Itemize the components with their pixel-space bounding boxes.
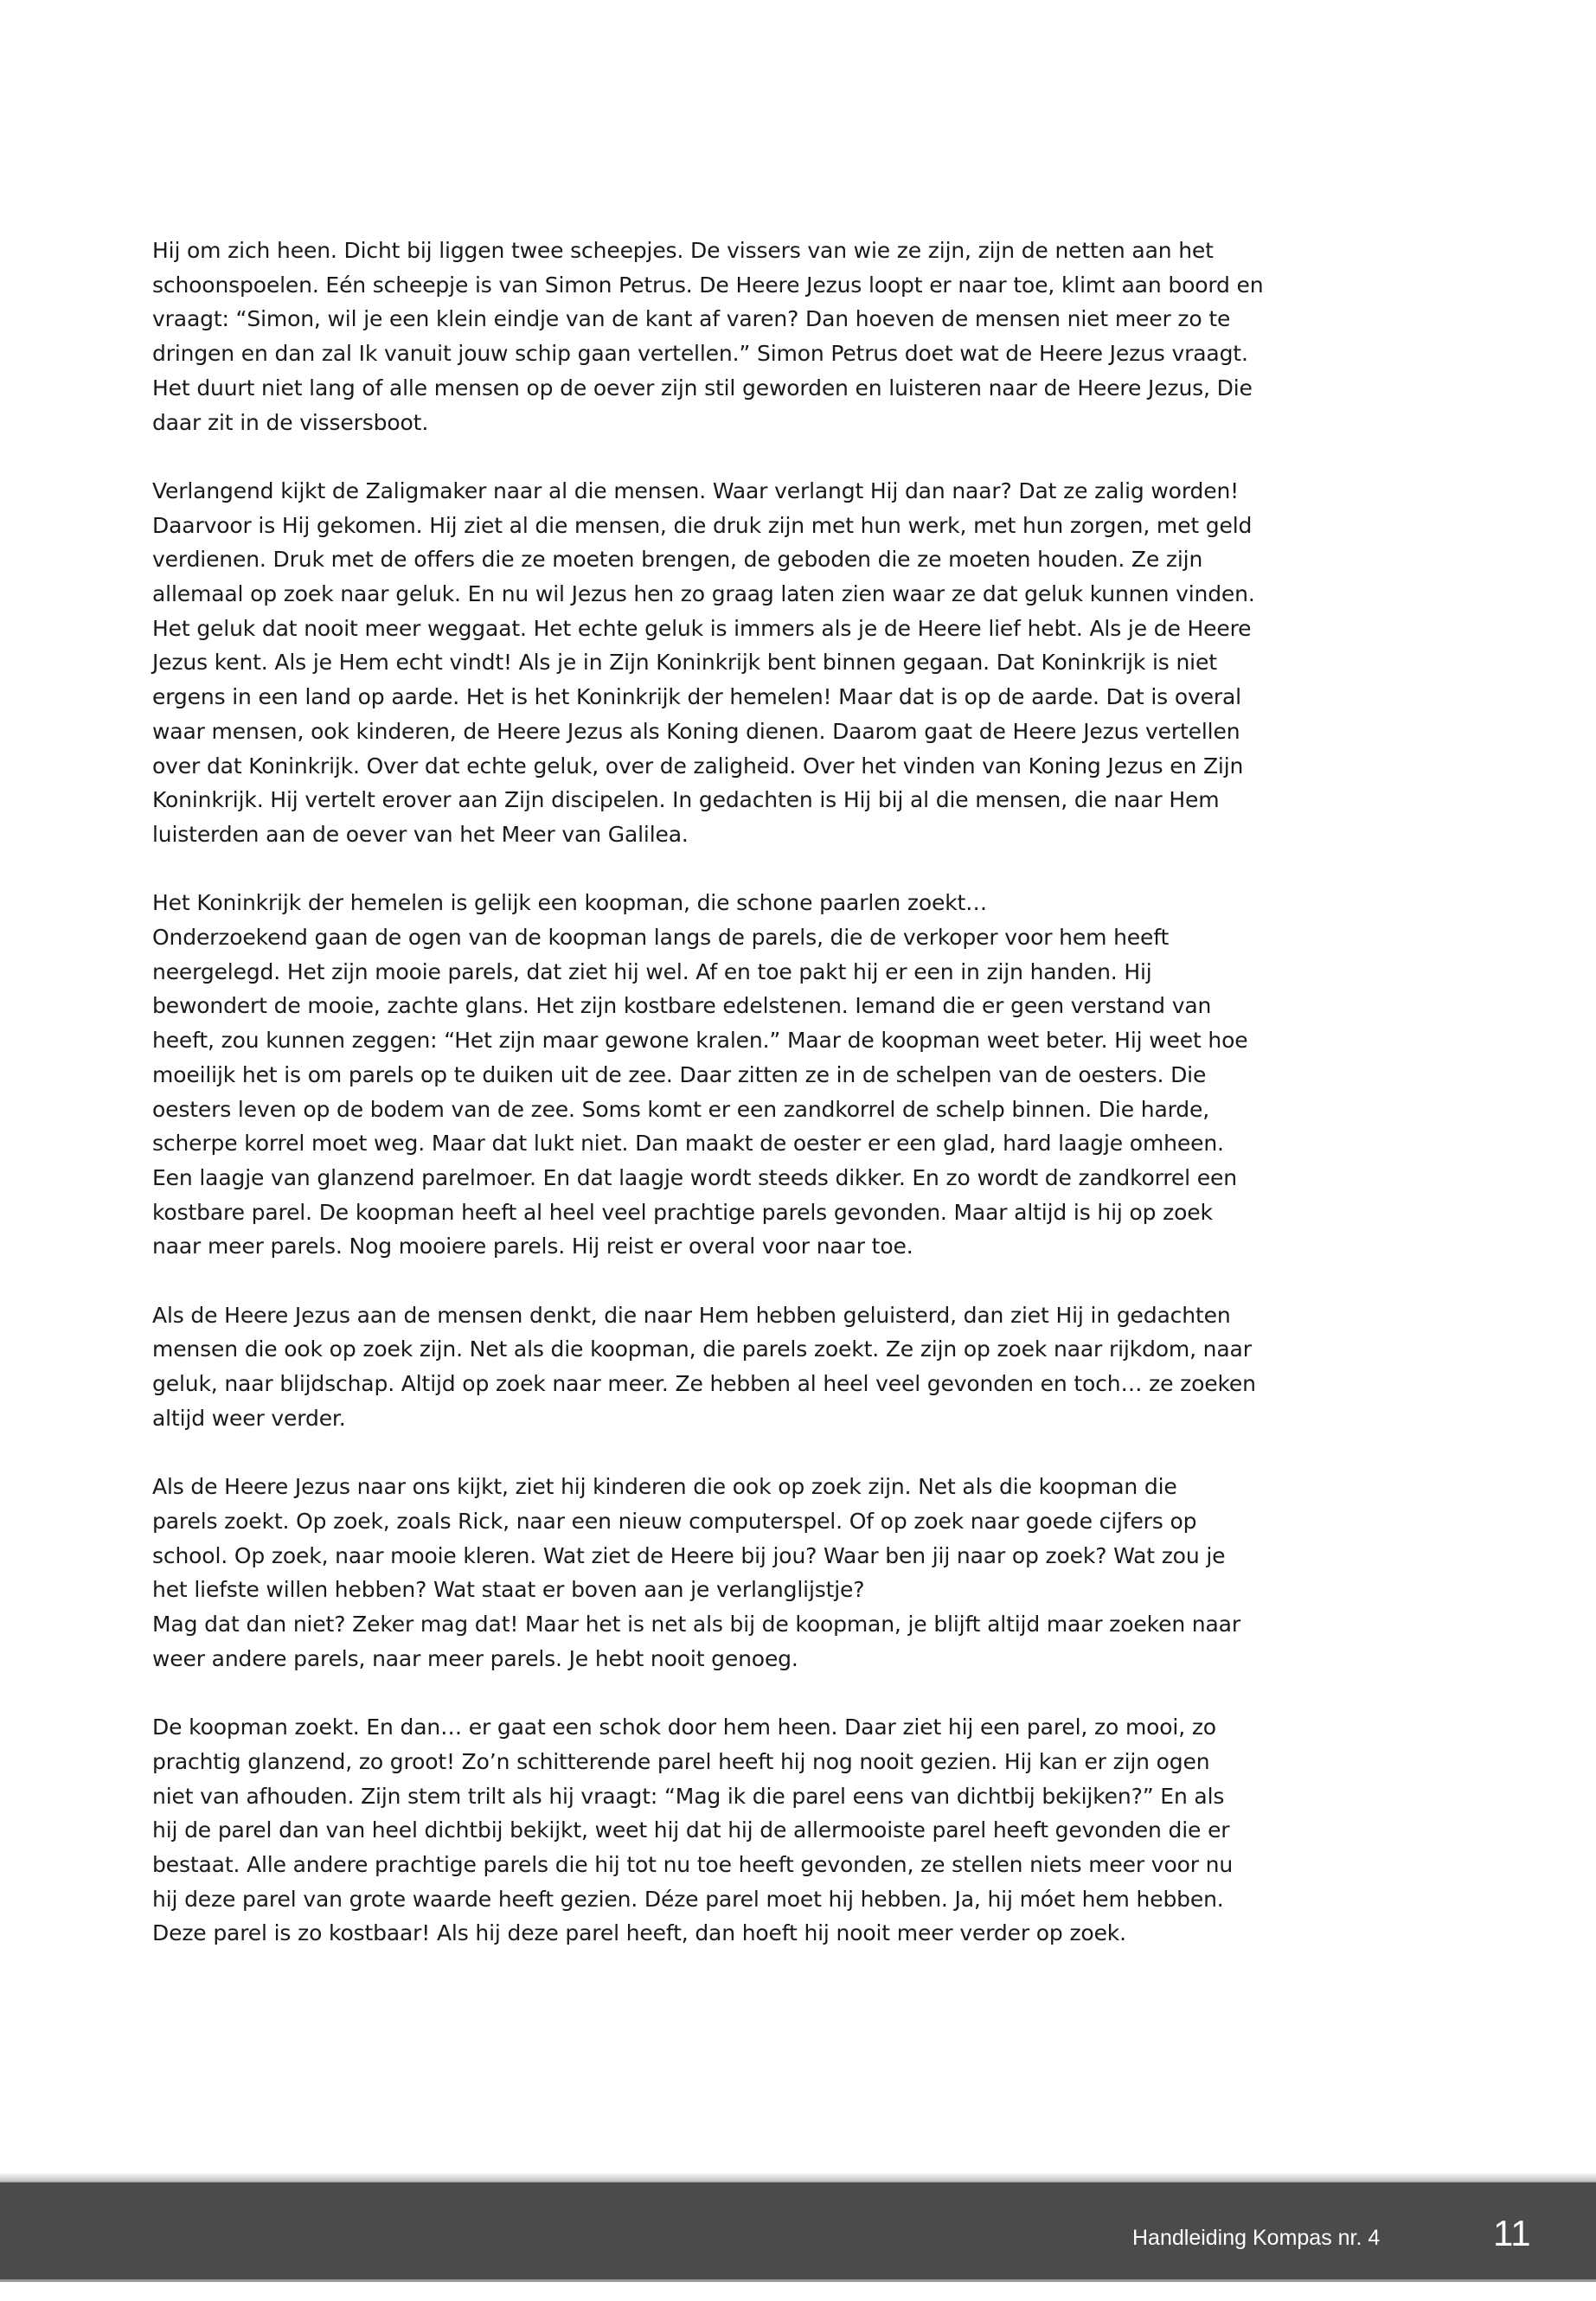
text-line: heeft, zou kunnen zeggen: “Het zijn maar gewone kralen.” Maar de koopman weet beter. Hij weet hoe bbox=[152, 1028, 1248, 1054]
paragraph bbox=[152, 1470, 1571, 1676]
text-line: prachtig glanzend, zo groot! Zo’n schitterende parel heeft hij nog nooit gezien. Hij kan er zijn ogen bbox=[152, 1748, 1210, 1774]
text-line: De koopman zoekt. En dan… er gaat een schok door hem heen. Daar ziet hij een parel, zo mooi, zo bbox=[152, 1715, 1216, 1740]
text-line: bestaat. Alle andere prachtige parels die hij tot nu toe heeft gevonden, ze stellen niets meer voor nu bbox=[152, 1851, 1234, 1877]
paragraph bbox=[152, 474, 1571, 852]
text-line: Deze parel is zo kostbaar! Als hij deze parel heeft, dan hoeft hij nooit meer verder op zoek. bbox=[152, 1920, 1126, 1946]
paragraph bbox=[152, 1298, 1571, 1436]
text-line: geluk, naar blijdschap. Altijd op zoek naar meer. Ze hebben al heel veel gevonden en toch… ze zoeken bbox=[152, 1371, 1256, 1397]
text-line: Hij om zich heen. Dicht bij liggen twee scheepjes. De vissers van wie ze zijn, zijn de netten aan het bbox=[152, 238, 1214, 263]
text-line: Daarvoor is Hij gekomen. Hij ziet al die mensen, die druk zijn met hun werk, met hun zorgen, met geld bbox=[152, 512, 1253, 538]
text-line: Een laagje van glanzend parelmoer. En dat laagje wordt steeds dikker. En zo wordt de zandkorrel een bbox=[152, 1164, 1237, 1190]
text-line: waar mensen, ook kinderen, de Heere Jezus als Koning dienen. Daarom gaat de Heere Jezus vertellen bbox=[152, 718, 1240, 744]
text-line: altijd weer verder. bbox=[152, 1405, 346, 1431]
text-line: daar zit in de vissersboot. bbox=[152, 409, 429, 435]
text-line: Onderzoekend gaan de ogen van de koopman langs de parels, die de verkoper voor hem heeft bbox=[152, 925, 1170, 951]
text-line: ergens in een land op aarde. Het is het Koninkrijk der hemelen! Maar dat is op de aarde. Dat is overal bbox=[152, 684, 1241, 710]
paragraph bbox=[152, 886, 1571, 1264]
text-line: kostbare parel. De koopman heeft al heel veel prachtige parels gevonden. Maar altijd is hij op zoek bbox=[152, 1199, 1213, 1225]
text-line: neergelegd. Het zijn mooie parels, dat ziet hij wel. Af en toe pakt hij er een in zijn handen. Hij bbox=[152, 958, 1152, 984]
text-line: hij de parel dan van heel dichtbij bekijkt, weet hij dat hij de allermooiste parel heeft gevonden die er bbox=[152, 1817, 1230, 1843]
text-line: weer andere parels, naar meer parels. Je hebt nooit genoeg. bbox=[152, 1645, 798, 1671]
text-line: het liefste willen hebben? Wat staat er boven aan je verlanglijstje? bbox=[152, 1577, 865, 1603]
text-line: dringen en dan zal Ik vanuit jouw schip gaan vertellen.” Simon Petrus doet wat de Heere Jezus vraagt. bbox=[152, 341, 1248, 367]
text-line: Jezus kent. Als je Hem echt vindt! Als je in Zijn Koninkrijk bent binnen gegaan. Dat Koninkrijk is niet bbox=[152, 650, 1217, 676]
text-line: scherpe korrel moet weg. Maar dat lukt niet. Dan maakt de oester er een glad, hard laagje omheen. bbox=[152, 1131, 1224, 1157]
text-line: mensen die ook op zoek zijn. Net als die koopman, die parels zoekt. Ze zijn op zoek naar rijkdom, naar bbox=[152, 1336, 1252, 1362]
text-line: allemaal op zoek naar geluk. En nu wil Jezus hen zo graag laten zien waar ze dat geluk kunnen vinden. bbox=[152, 581, 1255, 607]
footer-title: Handleiding Kompas nr. 4 bbox=[1132, 2226, 1381, 2250]
text-line: Als de Heere Jezus aan de mensen denkt, die naar Hem hebben geluisterd, dan ziet Hij in gedachten bbox=[152, 1302, 1231, 1328]
text-line: luisterden aan de oever van het Meer van Galilea. bbox=[152, 821, 689, 847]
text-line: school. Op zoek, naar mooie kleren. Wat ziet de Heere bij jou? Waar ben jij naar op zoek? Wat zou je bbox=[152, 1542, 1226, 1568]
text-line: parels zoekt. Op zoek, zoals Rick, naar een nieuw computerspel. Of op zoek naar goede cijfers op bbox=[152, 1508, 1197, 1534]
footer-divider bbox=[0, 2279, 1596, 2282]
text-line: schoonspoelen. Eén scheepje is van Simon Petrus. De Heere Jezus loopt er naar toe, klimt aan boord en bbox=[152, 272, 1264, 298]
text-line: hij deze parel van grote waarde heeft gezien. Déze parel moet hij hebben. Ja, hij móet hem hebben. bbox=[152, 1886, 1224, 1912]
text-line: Verlangend kijkt de Zaligmaker naar al die mensen. Waar verlangt Hij dan naar? Dat ze zalig worden! bbox=[152, 478, 1240, 503]
text-line: Het geluk dat nooit meer weggaat. Het echte geluk is immers als je de Heere lief hebt. Als je de Heere bbox=[152, 615, 1252, 641]
text-line: Koninkrijk. Hij vertelt erover aan Zijn discipelen. In gedachten is Hij bij al die mensen, die naar Hem bbox=[152, 787, 1220, 813]
text-line: verdienen. Druk met de offers die ze moeten brengen, de geboden die ze moeten houden. Ze zijn bbox=[152, 547, 1203, 573]
text-line: naar meer parels. Nog mooiere parels. Hij reist er overal voor naar toe. bbox=[152, 1234, 913, 1259]
document-body bbox=[152, 234, 1571, 1985]
text-line: niet van afhouden. Zijn stem trilt als hij vraagt: “Mag ik die parel eens van dichtbij bekijken?” En als bbox=[152, 1783, 1225, 1809]
page-number: 11 bbox=[1493, 2213, 1531, 2253]
text-line: oesters leven op de bodem van de zee. Soms komt er een zandkorrel de schelp binnen. Die harde, bbox=[152, 1096, 1210, 1122]
text-line: over dat Koninkrijk. Over dat echte geluk, over de zaligheid. Over het vinden van Koning Jezus en Zijn bbox=[152, 753, 1244, 779]
text-line: bewondert de mooie, zachte glans. Het zijn kostbare edelstenen. Iemand die er geen verstand van bbox=[152, 993, 1212, 1019]
text-line: Het duurt niet lang of alle mensen op de oever zijn stil geworden en luisteren naar de Heere Jezus, Die bbox=[152, 375, 1253, 401]
text-line: moeilijk het is om parels op te duiken uit de zee. Daar zitten ze in de schelpen van de oesters. Die bbox=[152, 1061, 1207, 1087]
paragraph bbox=[152, 234, 1571, 439]
text-line: Mag dat dan niet? Zeker mag dat! Maar het is net als bij de koopman, je blijft altijd maar zoeken naar bbox=[152, 1612, 1240, 1638]
text-line: Als de Heere Jezus naar ons kijkt, ziet hij kinderen die ook op zoek zijn. Net als die koopman die bbox=[152, 1474, 1177, 1500]
text-line: Het Koninkrijk der hemelen is gelijk een koopman, die schone paarlen zoekt… bbox=[152, 890, 988, 916]
paragraph bbox=[152, 1710, 1571, 1951]
text-line: vraagt: “Simon, wil je een klein eindje van de kant af varen? Dan hoeven de mensen niet meer zo te bbox=[152, 306, 1231, 332]
